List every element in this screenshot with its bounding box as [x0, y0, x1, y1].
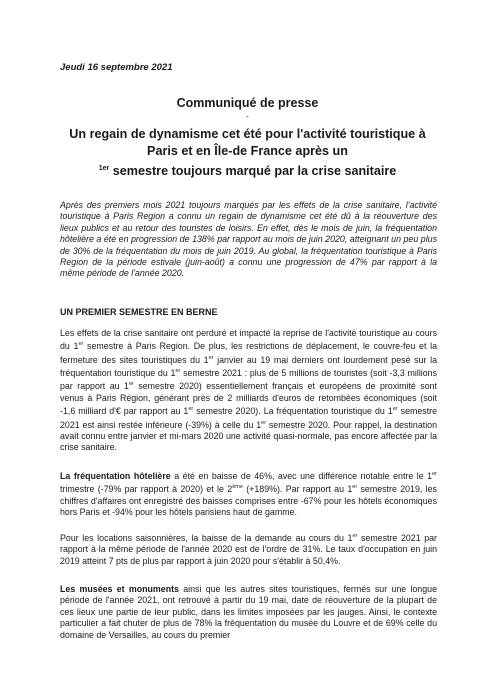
- text-run: janvier au 19 mai derniers ont lourdement pesé sur la fréquentation touristique du 1: [60, 354, 437, 379]
- title-line-3: [55, 160, 440, 180]
- ordinal-suffix: er: [188, 406, 194, 413]
- text-run: semestre 2020). La fréquentation touristique du 1: [193, 406, 393, 417]
- heading-separator: -: [246, 112, 249, 121]
- text-run: (+189%). Par rapport au 1: [242, 484, 353, 495]
- ordinal-suffix: er: [128, 381, 134, 388]
- ordinal-suffix: er: [352, 533, 358, 539]
- text-run: semestre 2020. Pour rappel, la destination avait connu entre janvier et mi-mars 2020 une activité quasi-normale, pas encore affectée par la crise sanitaire.: [60, 419, 437, 453]
- ordinal-suffix: er: [352, 484, 358, 491]
- bold-lead: La fréquentation hôtelière: [60, 470, 171, 481]
- release-date: Jeudi 16 septembre 2021: [60, 62, 173, 73]
- paragraph-rentals: [60, 531, 437, 567]
- ordinal-suffix: er: [78, 341, 84, 348]
- text-run: semestre 2021 est ainsi restée inférieure (-39%) à celle du 1: [60, 406, 438, 430]
- text-run: semestre 2020) essentiellement français et européens de proximité sont venus à Paris Région, générant près de 2 milliards d'euros de retombées économiques (soit -1,6 milliard d'€ par rapport au 1: [60, 381, 437, 417]
- title-line-3-text: semestre toujours marqué par la crise sanitaire: [109, 164, 397, 179]
- ordinal-suffix: er: [208, 354, 214, 361]
- paragraph-first-semester: [60, 328, 437, 454]
- text-run: semestre 2021 par rapport à la même période de l'année 2020 est de l'ordre de 31%. Le taux d'occupation en juin 2019 atteint 7 pts de plus par rapport à juin 2020 pour s'établir à 50,4%.: [60, 532, 438, 566]
- text-run: Les effets de la crise sanitaire ont perduré et impacté la reprise de l'activité touristique au cours du 1: [60, 328, 437, 352]
- section-heading: UN PREMIER SEMESTRE EN BERNE: [60, 307, 218, 317]
- ordinal-suffix: er: [175, 368, 181, 375]
- text-run: ainsi que les autres sites touristiques, fermés sur une longue période de l'année 2021, ont retrouvé à partir du 19 mai, date de réouverture de la plupart de ces lieux une partie de leur public, dans les limites imposées par les jauges. Ainsi, le contexte particulier a fait chuter de plus de 78% la fréquentation du musée du Louvre et de 69% celle du domaine de Versailles, au cours du premier: [60, 584, 437, 640]
- paragraph-hotel: [60, 469, 437, 519]
- title-line-1: Un regain de dynamisme cet été pour l'activité touristique à: [69, 127, 426, 141]
- text-run: a été en baisse de 46%, avec une différence notable entre le 1: [170, 470, 433, 481]
- text-run: Pour les locations saisonnières, la baisse de la demande au cours du 1: [60, 532, 353, 543]
- ordinal-suffix: er: [432, 471, 437, 477]
- intro-paragraph: Après des premiers mois 2021 toujours marqués par les effets de la crise sanitaire, l'activité touristique à Paris Region a connu un regain de dynamisme cet été dû à la réouverture des lieux publics et au retour des touristes de loisirs. En effet, dès le mois de juin, la fréquentation hôtelière a été en progression de 138% par rapport au mois de juin 2020, atteignant un peu plus de 30% de la fréquentation du mois de juin 2019. Au global, la fréquentation touristique à Paris Region de la période estivale (juin-août) a connu une progression de 47% par rapport à la même période de l'année 2020.: [60, 200, 437, 279]
- bold-lead: Les musées et monuments: [60, 584, 179, 594]
- title-line-2: Paris et en Île-de France après un: [147, 144, 348, 158]
- ordinal-suffix: er: [392, 406, 398, 413]
- ordinal-suffix: ème: [232, 484, 243, 491]
- ordinal-suffix: er: [261, 419, 267, 426]
- document-title: [55, 126, 440, 180]
- doc-type-heading: Communiqué de presse: [176, 96, 319, 110]
- text-run: semestre 2019, les chiffres d'affaires ont enregistré des baisses comprises entre -67% pour les hôtels économiques hors Paris et -94% pour les hôtels parisiens haut de gamme.: [60, 484, 437, 518]
- paragraph-museums: [60, 584, 437, 641]
- text-run: trimestre (-79% par rapport à 2020) et le 2: [60, 484, 233, 495]
- title-ordinal: 1er: [98, 165, 110, 172]
- text-run: semestre 2021 : plus de 5 millions de touristes (soit -3,3 millions par rapport au 1: [60, 368, 438, 392]
- text-run: semestre à Paris Region. De plus, les restrictions de déplacement, le couvre-feu et la fermeture des sites touristiques du 1: [60, 341, 437, 365]
